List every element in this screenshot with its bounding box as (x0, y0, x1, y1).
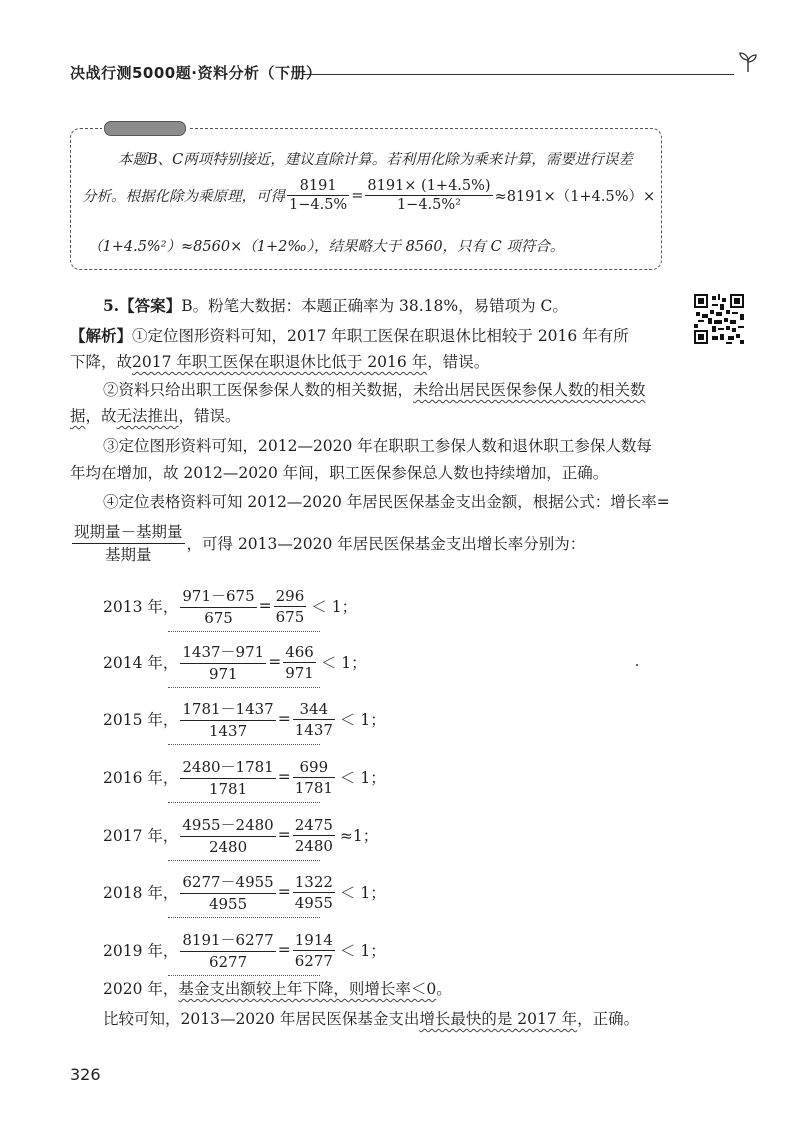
analysis-p2-line1 (103, 380, 646, 400)
header-rule (302, 74, 734, 75)
calc-diff-numerator: 2480－1781 (180, 756, 275, 779)
calc-result-numerator: 1914 (294, 930, 333, 949)
calc-result-denominator: 4955 (294, 893, 333, 912)
calc-diff-numerator: 971－675 (180, 585, 256, 608)
calc-equals: = (277, 768, 291, 786)
calc-relation: ＜ 1； (339, 942, 386, 960)
calc-year: 2018 年， (103, 884, 179, 902)
calc-row (103, 585, 357, 627)
analysis-p4-line2 (70, 522, 585, 565)
calc-result-numerator: 466 (285, 642, 314, 661)
conclusion-pre: 比较可知，2013—2020 年居民医保基金支出 (103, 1010, 420, 1028)
calc-row (103, 871, 386, 913)
tip-fraction-2-numerator: 8191× (1+4.5%) (367, 178, 491, 194)
calc-equals: = (277, 710, 291, 728)
calc-emphasis-underline (168, 631, 320, 632)
calc-result-denominator: 2480 (294, 836, 333, 855)
calc-relation: ＜ 1； (339, 711, 386, 729)
calc-fraction-diff (180, 756, 275, 798)
tip-line-3: （1+4.5%²）≈8560×（1+2‰），结果略大于 8560，只有 C 项符合。 (88, 239, 565, 255)
growth-formula-numerator: 现期量－基期量 (72, 522, 185, 544)
analysis-p2b-mid: ，故 (85, 407, 117, 425)
calc-result-numerator: 344 (293, 700, 335, 720)
calc-diff-numerator: 8191－6277 (180, 929, 275, 952)
calc-result-denominator: 675 (275, 607, 305, 626)
calc-diff-numerator: 4955－2480 (180, 814, 275, 837)
calc-fraction-result (283, 643, 316, 682)
calc-row (103, 641, 367, 683)
analysis-p1-line2 (70, 352, 489, 372)
calc-diff-numerator: 6277－4955 (180, 871, 275, 894)
growth-formula (72, 522, 185, 565)
analysis-label: 【解析】 (70, 326, 133, 345)
analysis-p2a-mark: 未给出居民医保参保人数的相关数 (413, 381, 646, 399)
tip-line-1: 本题B、C两项特别接近，建议直除计算。若利用化除为乘来计算，需要进行误差 (118, 152, 633, 168)
calc-equals: = (277, 826, 291, 844)
page-number: 326 (70, 1065, 101, 1084)
analysis-p1b-post: ，错误。 (427, 353, 490, 371)
calc-relation: ＜ 1； (339, 884, 386, 902)
calc-diff-denominator: 6277 (208, 953, 248, 971)
calc-fraction-result (274, 587, 307, 626)
calc-year: 2013 年， (103, 598, 179, 616)
answer-text: B。粉笔大数据：本题正确率为 38.18%，易错项为 C。 (181, 297, 568, 315)
calc-row (103, 698, 386, 740)
calc-result-numerator: 699 (293, 758, 335, 778)
tip-fraction-1-numerator: 8191 (287, 178, 349, 196)
analysis-p2a-pre: ②资料只给出职工医保参保人数的相关数据， (103, 381, 414, 399)
calc-result-denominator: 1781 (294, 778, 333, 797)
analysis-p2b-post: ，错误。 (178, 407, 241, 425)
calc-diff-denominator: 4955 (208, 895, 248, 913)
tip-fraction-2-denominator: 1−4.5%² (396, 197, 461, 213)
tip-line-2 (82, 178, 655, 213)
calc-diff-denominator: 2480 (208, 838, 248, 856)
calc-relation: ＜ 1； (339, 769, 386, 787)
analysis-p1-line1 (70, 326, 629, 346)
year-2020-mark: 基金支出额较上年下降，则增长率＜0 (178, 980, 437, 998)
calc-emphasis-underline (168, 802, 320, 803)
calc-result-numerator: 296 (275, 586, 305, 605)
calc-row (103, 929, 386, 971)
tip-fraction-1-denominator: 1−4.5% (289, 197, 348, 213)
answer-label: 5.【答案】 (103, 296, 182, 315)
calc-fraction-diff (180, 698, 275, 740)
stray-mark (636, 664, 638, 666)
calc-result-denominator: 6277 (294, 951, 333, 970)
calc-year: 2016 年， (103, 769, 179, 787)
tip-fraction-1 (287, 178, 349, 213)
calc-fraction-result (293, 931, 335, 970)
year-2020-line (103, 979, 452, 999)
calc-fraction-result (293, 700, 335, 739)
calc-fraction-diff (180, 585, 256, 627)
analysis-p3-line2: 年均在增加，故 2012—2020 年间，职工医保参保总人数也持续增加，正确。 (70, 464, 609, 482)
calc-emphasis-underline (168, 687, 320, 688)
year-2020-post: 。 (436, 980, 452, 998)
calc-fraction-diff (180, 814, 275, 856)
calc-year: 2019 年， (103, 942, 179, 960)
calc-result-numerator: 2475 (294, 815, 333, 834)
qr-code-icon (694, 294, 744, 344)
tip-fraction-2 (365, 178, 492, 213)
analysis-p1a: ①定位图形资料可知，2017 年职工医保在职退休比相较于 2016 年有所 (132, 327, 629, 345)
page-header (70, 58, 760, 84)
sprout-icon (736, 50, 760, 74)
calc-result-denominator: 1437 (294, 720, 333, 739)
tip-line-2-start: 分析。根据化除为乘原理，可得 (82, 189, 285, 205)
calc-emphasis-underline (168, 975, 320, 976)
analysis-p4b: ，可得 2013—2020 年居民医保基金支出增长率分别为： (186, 534, 586, 553)
tip-box-label (102, 119, 190, 137)
analysis-p2b-mark1: 据 (70, 407, 86, 425)
calc-diff-denominator: 971 (208, 665, 238, 683)
calc-diff-denominator: 1437 (208, 722, 248, 740)
tip-equals: = (351, 187, 364, 204)
conclusion-mark: 增长最快的是 2017 年 (419, 1010, 578, 1028)
calc-fraction-diff (180, 871, 275, 913)
analysis-p1b-pre: 下降，故 (70, 353, 133, 371)
calc-relation: ＜ 1； (311, 598, 358, 616)
calc-fraction-result (293, 758, 335, 797)
conclusion-post: ，正确。 (577, 1010, 640, 1028)
calc-diff-numerator: 1781－1437 (180, 698, 275, 721)
calc-fraction-diff (180, 641, 266, 683)
tip-line-2-end: ≈8191×（1+4.5%）× (494, 189, 656, 205)
calc-result-numerator: 1322 (294, 872, 333, 891)
year-2020-label: 2020 年， (103, 980, 179, 998)
calc-equals: = (268, 653, 282, 671)
calc-equals: = (277, 941, 291, 959)
analysis-p4-line1: ④定位表格资料可知 2012—2020 年居民医保基金支出金额，根据公式：增长率= (103, 493, 670, 511)
analysis-p2-line2 (70, 406, 241, 426)
calc-year: 2017 年， (103, 827, 179, 845)
calc-fraction-result (293, 873, 335, 912)
calc-equals: = (258, 597, 272, 615)
answer-line (103, 296, 568, 316)
calc-row (103, 814, 378, 856)
analysis-p1b-mark: 2017 年职工医保在职退休比低于 2016 年 (132, 353, 428, 371)
calc-emphasis-underline (168, 917, 320, 918)
calc-emphasis-underline (168, 744, 320, 745)
conclusion-line (103, 1009, 639, 1029)
calc-fraction-diff (180, 929, 275, 971)
book-title: 决战行测5000题·资料分析（下册） (70, 64, 322, 82)
analysis-p2b-mark2: 无法推出 (116, 407, 179, 425)
analysis-p3-line1: ③定位图形资料可知，2012—2020 年在职职工参保人数和退休职工参保人数每 (103, 437, 652, 455)
calc-emphasis-underline (168, 860, 320, 861)
calc-result-denominator: 971 (285, 663, 314, 682)
calc-year: 2015 年， (103, 711, 179, 729)
calc-relation: ＜ 1； (320, 654, 367, 672)
calc-row (103, 756, 386, 798)
calc-year: 2014 年， (103, 654, 179, 672)
calc-equals: = (277, 883, 291, 901)
calc-diff-denominator: 1781 (208, 780, 248, 798)
calc-fraction-result (293, 816, 335, 855)
calc-diff-numerator: 1437－971 (180, 641, 266, 664)
calc-relation: ≈1； (339, 827, 379, 845)
growth-formula-denominator: 基期量 (105, 546, 152, 564)
calc-diff-denominator: 675 (204, 609, 233, 627)
